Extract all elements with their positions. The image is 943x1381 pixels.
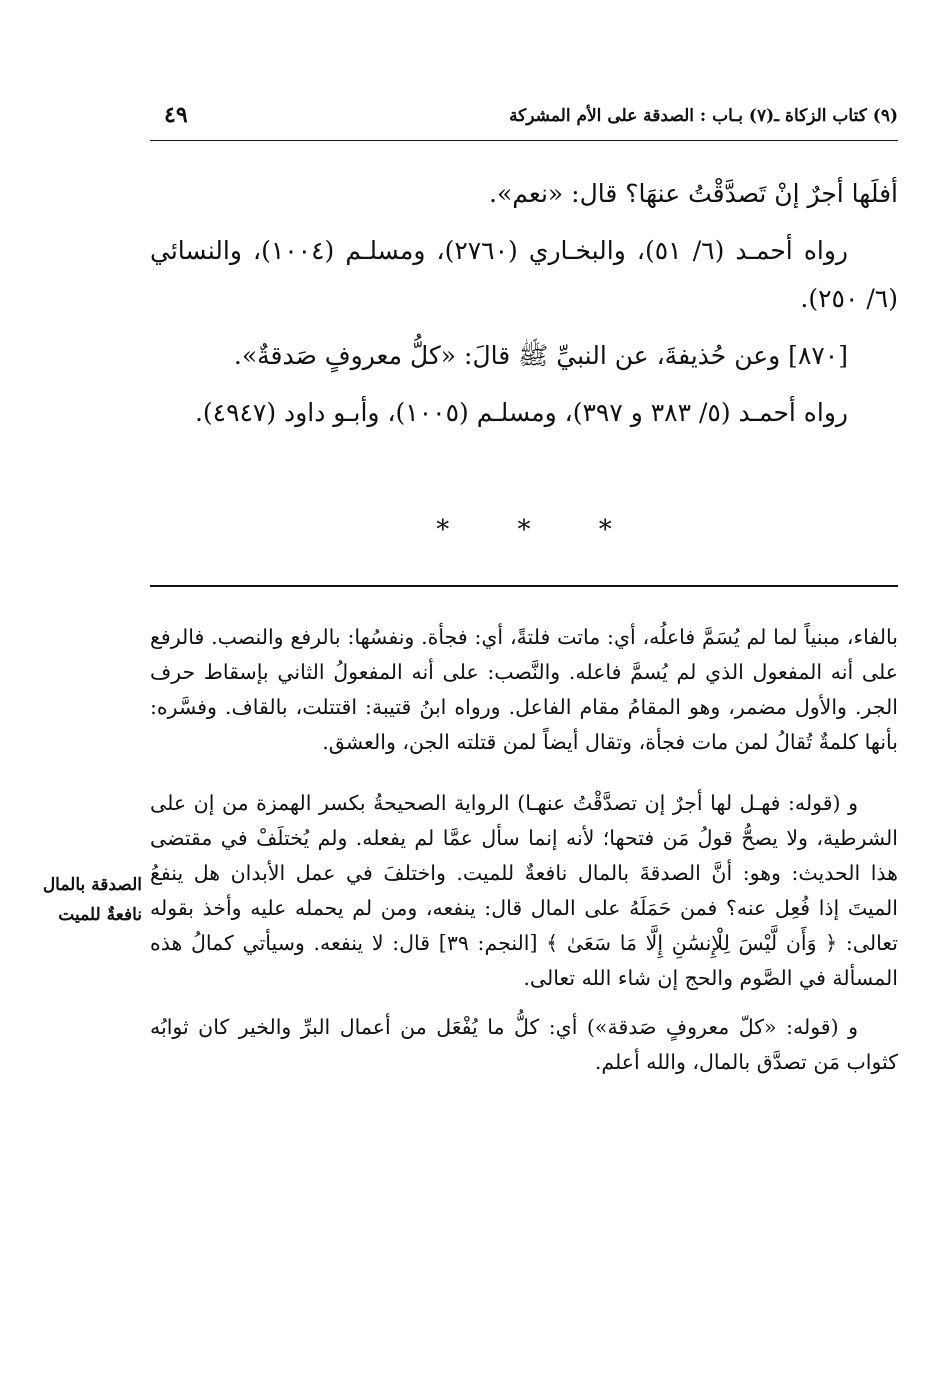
- hadith-reference: رواه أحمـد (٦/ ٥١)، والبخـاري (٢٧٦٠)، ومسلـم (١٠٠٤)، والنسائي (٦/ ٢٥٠).: [150, 236, 898, 313]
- running-title: (٩) كتاب الزكاة ـ(٧) بـاب : الصدقة على الأم المشركة: [509, 106, 898, 126]
- commentary-paragraph: و (قوله: «كلّ معروفٍ صَدقة») أي: كلُّ ما يُفْعَل من أعمال البرِّ والخير كان ثوابُه كثواب مَن تصدَّق بالمال، والله أعلم.: [150, 1015, 898, 1074]
- hadith-reference: رواه أحمـد (٥/ ٣٨٣ و ٣٩٧)، ومسلـم (١٠٠٥)، وأبـو داود (٤٩٤٧).: [194, 398, 848, 427]
- commentary-paragraph: بالفاء، مبنياً لما لم يُسَمَّ فاعلُه، أي: ماتت فلتةً، أي: فجأة. ونفسُها: بالرفع والنصب. فالرفع على أنه المفعول الذي لم يُسمَّ فاعله. والنَّصب: على أنه المفعولُ الثاني بإسقاط حرف الجر. والأول مضمر، وهو المقامُ مقام الفاعل. ورواه ابنُ قتيبة: اقتتلت، بالقاف. وفسَّره: بأنها كلمةٌ تُقالُ لمن مات فجأة، وتقال أيضاً لمن قتلته الجن، والعشق.: [150, 625, 898, 754]
- hadith-paragraph: أفلَها أجرٌ إنْ تَصدَّقْتُ عنهَا؟ قال: «نعم».: [489, 179, 898, 208]
- star-icon: *: [517, 515, 531, 545]
- section-separator: [150, 515, 898, 545]
- page-header: [150, 100, 898, 141]
- hadith-text: [150, 170, 898, 446]
- margin-note: الصدقة بالمال نافعةٌ للميت: [42, 875, 142, 925]
- commentary-paragraph: و (قوله: فهـل لها أجرٌ إن تصدَّقْتُ عنهـا) الرواية الصحيحةُ بكسر الهمزة من إن على الشرطية، ولا يصحُّ قولُ مَن فتحها؛ لأنه إنما سأل عمَّا لم يفعله. ولم يُختلَفْ في مقتضى هذا الحديث: وهو: أنَّ الصدقةَ بالمال نافعةٌ للميت. واختلفَ في عمل الأبدان هل ينفعُ الميتَ إذا فُعِل عنه؟ فمن حَمَلَهُ على المال قال: ينفعه، ومن لم يحمله عليه وأخذ بقوله تعالى: ﴿ وَأَن لَّيْسَ لِلْإِنسَٰنِ إِلَّا مَا سَعَىٰ ﴾ [النجم: ٣٩] قال: لا ينفعه. وسيأتي كمالُ هذه المسألة في الصَّوم والحج إن شاء الله تعالى.: [150, 791, 898, 990]
- hadith-paragraph: [٨٧٠] وعن حُذيفةَ، عن النبيِّ ﷺ قالَ: «كلُّ معروفٍ صَدقةٌ».: [233, 341, 848, 370]
- commentary: [150, 620, 898, 1094]
- star-icon: *: [598, 515, 612, 545]
- star-icon: *: [436, 515, 450, 545]
- footnote-divider: [150, 585, 898, 587]
- page-number: ٤٩: [164, 102, 188, 128]
